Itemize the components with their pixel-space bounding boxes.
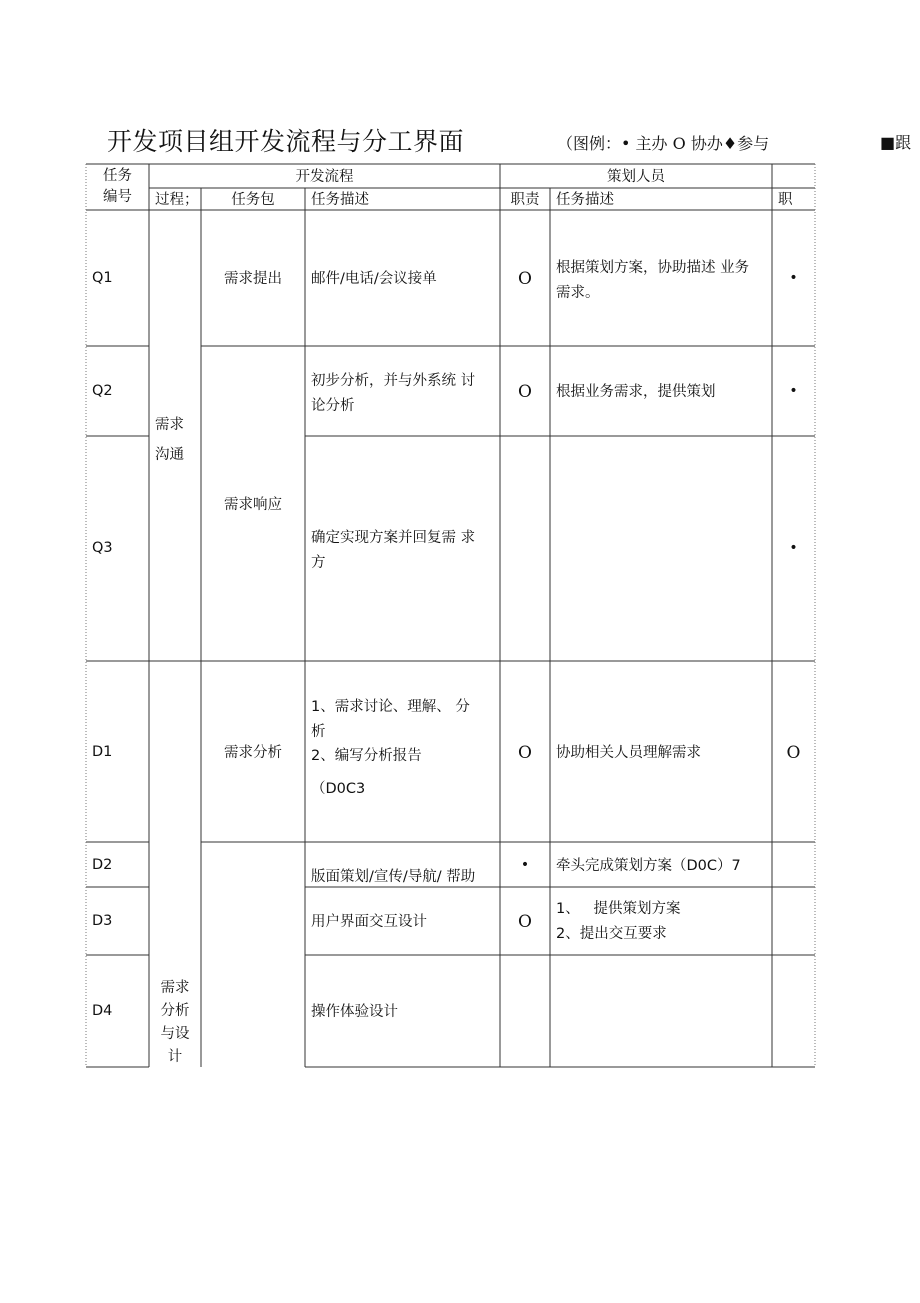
- header-task-id-line2: 编号: [103, 189, 132, 205]
- header-duty-partial: 职: [778, 192, 793, 208]
- task-id: Q2: [92, 383, 113, 399]
- plan-desc-line: 1、 提供策划方案: [556, 901, 681, 917]
- package-requirement-response: 需求响应: [224, 497, 282, 513]
- process-line: 分析: [160, 1003, 190, 1019]
- process-line: 沟通: [155, 447, 184, 463]
- package-requirement-submit: 需求提出: [224, 271, 282, 287]
- duty-mark: O: [518, 743, 532, 763]
- header-task-id: [86, 166, 149, 208]
- task-desc-line: 初步分析，并与外系统 讨: [311, 373, 476, 389]
- duty-mark: O: [518, 382, 532, 402]
- duty-mark: O: [518, 269, 532, 289]
- plan-desc: 牵头完成策划方案（D0C）7: [556, 858, 741, 874]
- task-desc-line: 2、编写分析报告: [311, 748, 422, 764]
- process-requirement-analysis-design: [149, 977, 201, 1069]
- process-line: 需求: [155, 417, 184, 433]
- plan-desc-line: 2、提出交互要求: [556, 926, 667, 942]
- task-id: D3: [92, 913, 113, 929]
- duty2-mark: O: [786, 743, 801, 763]
- duty-mark: O: [518, 912, 532, 932]
- process-line: 需求: [160, 980, 190, 996]
- plan-desc: [556, 256, 749, 306]
- task-id: Q1: [92, 270, 113, 286]
- legend-tail: ■跟: [880, 133, 912, 152]
- task-desc-line: 论分析: [311, 398, 355, 414]
- task-desc-line: 析: [311, 723, 326, 740]
- header-plan-task-desc: 任务描述: [556, 192, 614, 208]
- process-line: 与设: [160, 1026, 190, 1042]
- task-desc: 邮件/电话/会议接单: [311, 271, 437, 287]
- task-id: D4: [92, 1003, 113, 1019]
- plan-desc-line: 需求。: [556, 285, 600, 301]
- header-process: 过程；: [155, 192, 199, 208]
- duty2-mark: •: [789, 383, 798, 399]
- legend: （图例：• 主办 O 协办♦参与: [557, 134, 770, 153]
- header-duty: 职责: [510, 192, 540, 208]
- page-title: 开发项目组开发流程与分工界面: [107, 127, 465, 156]
- task-desc: [311, 369, 475, 419]
- header-planning: 策划人员: [607, 169, 665, 185]
- header-task-desc: 任务描述: [311, 192, 369, 208]
- header-dev-flow: 开发流程: [295, 169, 354, 185]
- task-desc: [311, 695, 470, 801]
- task-desc-line: （D0C3: [311, 780, 366, 797]
- package-requirement-analysis: 需求分析: [224, 745, 282, 761]
- header-task-package: 任务包: [231, 192, 275, 208]
- process-line: 计: [167, 1049, 183, 1065]
- duty2-mark: •: [789, 270, 798, 286]
- task-desc: 用户界面交互设计: [311, 914, 427, 930]
- plan-desc-line: 根据策划方案，协助描述 业务: [556, 260, 750, 276]
- task-id: D2: [92, 857, 113, 873]
- task-desc: [311, 526, 475, 576]
- duty-mark: •: [520, 857, 530, 873]
- task-desc: 操作体验设计: [311, 1004, 398, 1020]
- task-desc-line: 方: [311, 555, 326, 571]
- plan-desc: [556, 897, 681, 947]
- plan-desc: 协助相关人员理解需求: [556, 745, 701, 761]
- task-desc-line: 确定实现方案并回复需 求: [311, 530, 476, 546]
- task-id: D1: [92, 744, 113, 760]
- header-task-id-line1: 任务: [103, 168, 132, 184]
- duty2-mark: •: [789, 540, 798, 556]
- plan-desc: 根据业务需求，提供策划: [556, 384, 716, 400]
- process-requirement-communication: [155, 410, 184, 470]
- task-desc-line: 1、需求讨论、理解、 分: [311, 699, 470, 715]
- task-desc: 版面策划/宣传/导航/ 帮助: [311, 869, 476, 885]
- task-id: Q3: [92, 540, 113, 556]
